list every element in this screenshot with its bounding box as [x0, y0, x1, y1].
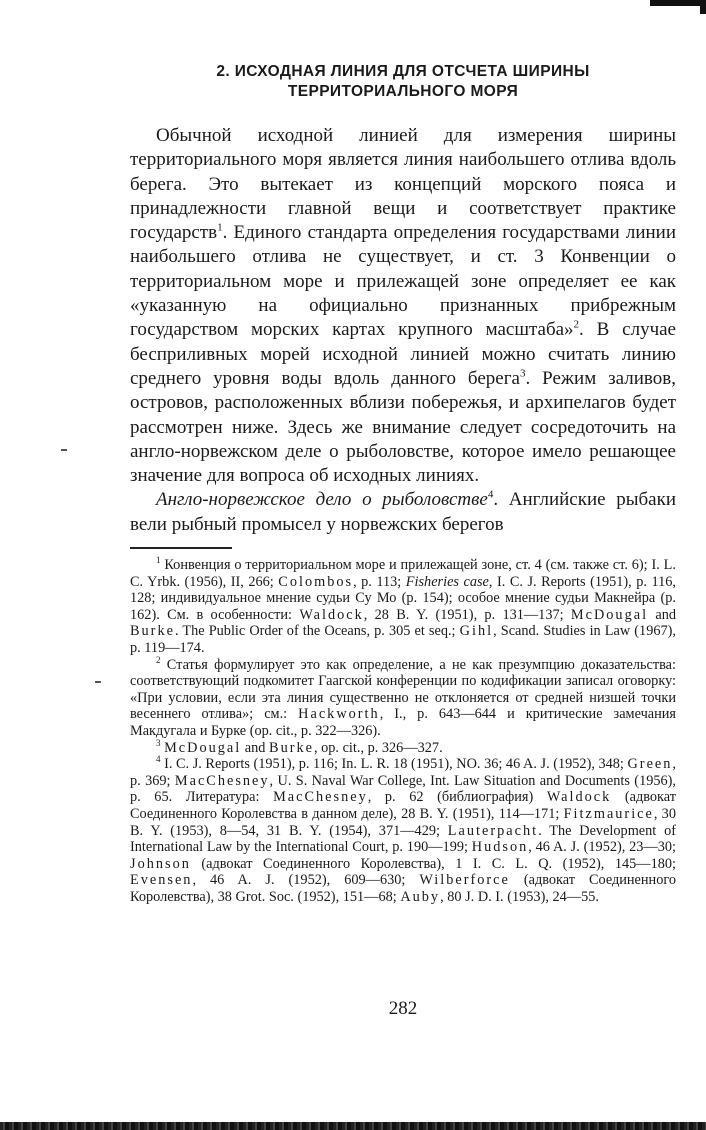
footnote-3	[130, 737, 676, 757]
text-run: (адвокат Соединенного Королевства), 38 Grot. Soc. (1952), 151—68;	[130, 872, 677, 905]
author-name: Auby	[400, 888, 441, 905]
text-run: , op. cit., p. 326—327.	[313, 739, 443, 756]
author-name: Hackworth	[298, 706, 380, 723]
text-run: and	[241, 739, 270, 756]
text-run: , 28 B. Y. (1951), p. 131—137;	[363, 606, 571, 623]
case-title: Англо-норвежское дело о рыболовстве	[156, 489, 488, 511]
text-run: and	[648, 606, 676, 623]
footnote-ref-2: 2	[573, 319, 580, 332]
section-heading	[130, 62, 676, 102]
footnote-ref-1: 1	[217, 221, 223, 234]
margin-mark	[95, 681, 101, 683]
footnote-number: 1	[156, 555, 161, 566]
text-run: , 30 B. Y. (1953), 8—54, 31 B. Y. (1954), 371—429;	[130, 805, 676, 839]
author-name: Burke	[130, 623, 175, 640]
margin-mark	[61, 449, 67, 451]
footnote-1	[130, 557, 676, 657]
text-run: , Scand. Studies in Law (1967), p. 119—174.	[130, 623, 676, 657]
text-run: I. C. J. Reports (1951), p. 116; In. L. R. 18 (1951), NO. 36; 46 A. J. (1952), 348;	[164, 756, 628, 773]
author-name: Waldock	[299, 606, 364, 623]
author-name: Green	[627, 756, 673, 773]
text-run: . Английские рыбаки вели рыбный промысел у норвежских берегов	[130, 489, 676, 535]
text-run: . В случае бесприливных морей исходной линией можно считать линию среднего уровня воды вдоль данного берега	[130, 319, 676, 389]
author-name: McDougal	[164, 739, 242, 756]
page-content	[130, 62, 676, 906]
author-name: Waldock	[546, 789, 612, 806]
author-name: Gihl	[459, 623, 494, 640]
text-run: Статья формулирует это как определение, а не как презумпцию доказательства: соответствующий подкомитет Гаагской конференции по кодификации записал оговорку: «При условии, если эта линия существенно не отклоняется от средней низшей точки весеннего отлива»; см.:	[130, 656, 676, 723]
text-run: . Режим заливов, островов, расположенных вблизи побережья, и архипелагов будет рассмотрен ниже. Здесь же внимание следует сосредоточить на англо-норвежском деле о рыболовстве, которое имело решающее значение для вопроса об исходных линиях.	[130, 367, 676, 487]
footnote-number: 2	[156, 654, 161, 665]
heading-line-1: 2. ИСХОДНАЯ ЛИНИЯ ДЛЯ ОТСЧЕТА ШИРИНЫ	[216, 63, 590, 80]
text-run: , 80 J. D. I. (1953), 24—55.	[440, 888, 599, 905]
author-name: McDougal	[570, 606, 649, 623]
text-run: . The Public Order of the Oceans, p. 305 et seq.;	[174, 623, 460, 640]
text-run: , 46 A. J. (1952), 609—630;	[192, 872, 420, 889]
text-run: (адвокат Соединенного Королевства в данном деле), 28 B. Y. (1951), 114—171;	[130, 789, 676, 822]
case-name: Fisheries case	[405, 573, 489, 590]
author-name: Lauterpacht	[447, 822, 539, 839]
author-name: Colombos	[278, 573, 354, 590]
author-name: Wilberforce	[419, 872, 510, 889]
author-name: Burke	[269, 739, 314, 756]
text-run: , U. S. Naval War College, Int. Law Situation and Documents (1956), p. 65. Литература:	[130, 772, 676, 806]
author-name: Hudson	[471, 839, 529, 856]
text-run: Конвенция о территориальном море и прилежащей зоне, ст. 4 (см. также ст. 6); I. L. C. Yrbk. (1956), II, 266;	[130, 557, 676, 590]
scan-bottom-edge	[0, 1122, 706, 1130]
text-run: , p. 62 (библиография)	[367, 789, 547, 806]
main-text	[130, 124, 676, 537]
footnote-ref-4: 4	[487, 489, 494, 502]
text-run: . Единого стандарта определения государствами линии наибольшего отлива не существует, и ст. 3 Конвенции о территориальном море и прилежащей зоне определяет ее как «указанную на официально признанных прибрежным государством морских картах крупного масштаба»	[130, 222, 676, 341]
author-name: Johnson	[130, 855, 191, 872]
footnotes	[130, 557, 676, 905]
text-run: , I., p. 643—644 и критические замечания Макдугала и Бурке (op. cit., p. 322—326).	[130, 706, 676, 739]
paragraph-2	[130, 488, 676, 537]
scan-corner-mark	[650, 0, 706, 14]
text-run: Обычной исходной линией для измерения ширины территориального моря является линия наибольшего отлива вдоль берега. Это вытекает из концепций морского пояса и принадлежности главной вещи и соответствует практике государств	[130, 125, 676, 244]
text-run: , p. 113;	[353, 573, 406, 590]
author-name: Fitzmaurice	[563, 805, 654, 822]
author-name: MacChesney	[174, 772, 270, 789]
footnote-number: 3	[156, 737, 161, 748]
footnote-number: 4	[156, 754, 161, 765]
text-run: . The Development of International Law by the International Court, p. 190—199;	[130, 822, 677, 856]
footnote-4	[130, 756, 676, 905]
footnote-divider	[130, 547, 232, 549]
text-run: (адвокат Соединенного Королевства), 1 I. C. L. Q. (1952), 145—180;	[190, 855, 676, 872]
footnote-2	[130, 654, 676, 740]
heading-line-2: ТЕРРИТОРИАЛЬНОГО МОРЯ	[287, 83, 519, 100]
footnote-ref-3: 3	[519, 367, 526, 380]
text-run: , 46 A. J. (1952), 23—30;	[528, 839, 676, 856]
author-name: Evensen	[130, 872, 193, 889]
text-run: , I. C. J. Reports (1951), p. 116, 128; индивидуальное мнение судьи Су Мо (p. 154); особое мнение судьи Макнейра (p. 162). См. в особенности:	[130, 573, 676, 623]
page-number: 282	[388, 998, 418, 1019]
paragraph-1	[130, 124, 676, 488]
author-name: MacChesney	[273, 789, 368, 806]
text-run: , p. 369;	[130, 756, 676, 789]
